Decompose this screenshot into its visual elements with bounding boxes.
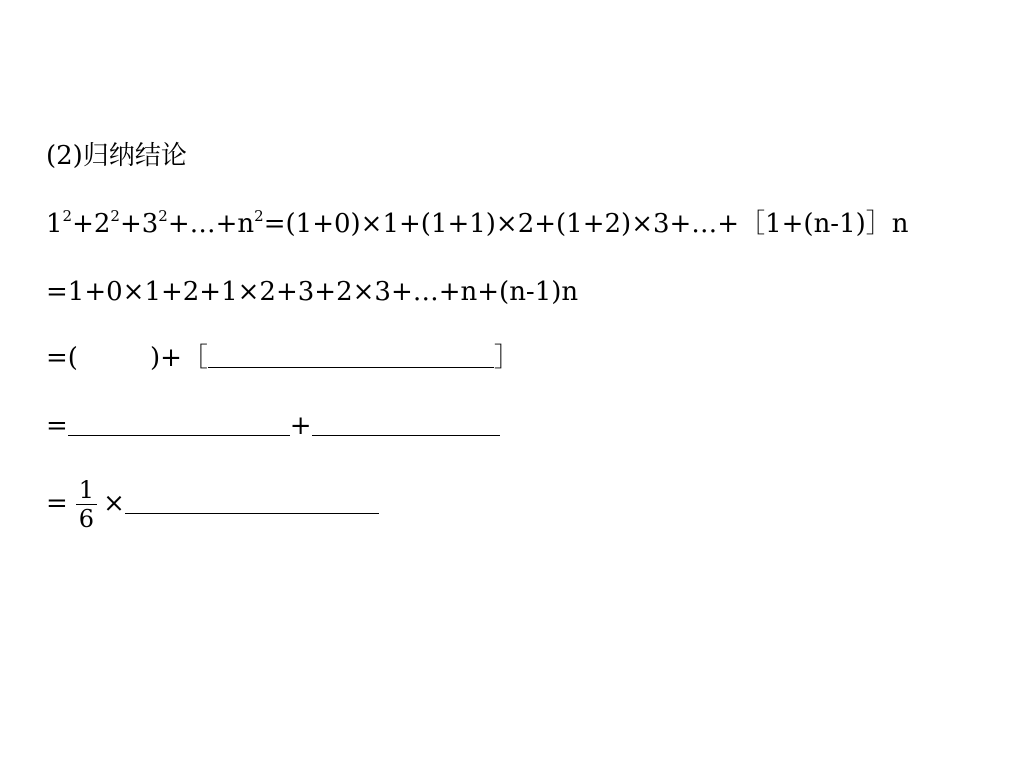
answer-blank-bracket[interactable]	[208, 345, 494, 368]
term-base: 1	[46, 209, 63, 239]
exponent: 2	[254, 207, 264, 225]
fraction-numerator: 1	[76, 476, 97, 505]
sum-line	[46, 410, 500, 442]
result-line	[46, 476, 379, 533]
times-sign: ×	[103, 488, 125, 519]
expanded-sum-line: =1+0×1+2+1×2+3+2×3+…+n+(n-1)n	[46, 277, 579, 307]
equals-sign: =	[46, 488, 68, 519]
plus-sign: +	[289, 411, 312, 441]
section-heading: (2)归纳结论	[46, 141, 187, 171]
answer-blank-second[interactable]	[312, 413, 500, 436]
term-base: +3	[119, 209, 159, 239]
grouping-line	[46, 342, 520, 374]
exponent: 2	[62, 207, 73, 225]
fraction-one-sixth	[76, 476, 97, 533]
end-bracket: ］	[493, 343, 520, 373]
close-bracket: )+［	[149, 343, 208, 373]
exponent: 2	[110, 207, 120, 225]
fraction-denominator: 6	[78, 505, 95, 533]
term-base: +…+n	[167, 209, 255, 239]
answer-blank-final[interactable]	[125, 491, 379, 514]
expansion: =(1+0)×1+(1+1)×2+(1+2)×3+…+［1+(n-1)］n	[263, 209, 909, 239]
sum-of-squares-line	[46, 208, 909, 240]
term-base: +2	[72, 209, 111, 239]
answer-blank-first[interactable]	[68, 413, 290, 436]
open-paren: =(	[46, 343, 78, 373]
exponent: 2	[158, 207, 168, 225]
equals-sign: =	[46, 411, 68, 441]
